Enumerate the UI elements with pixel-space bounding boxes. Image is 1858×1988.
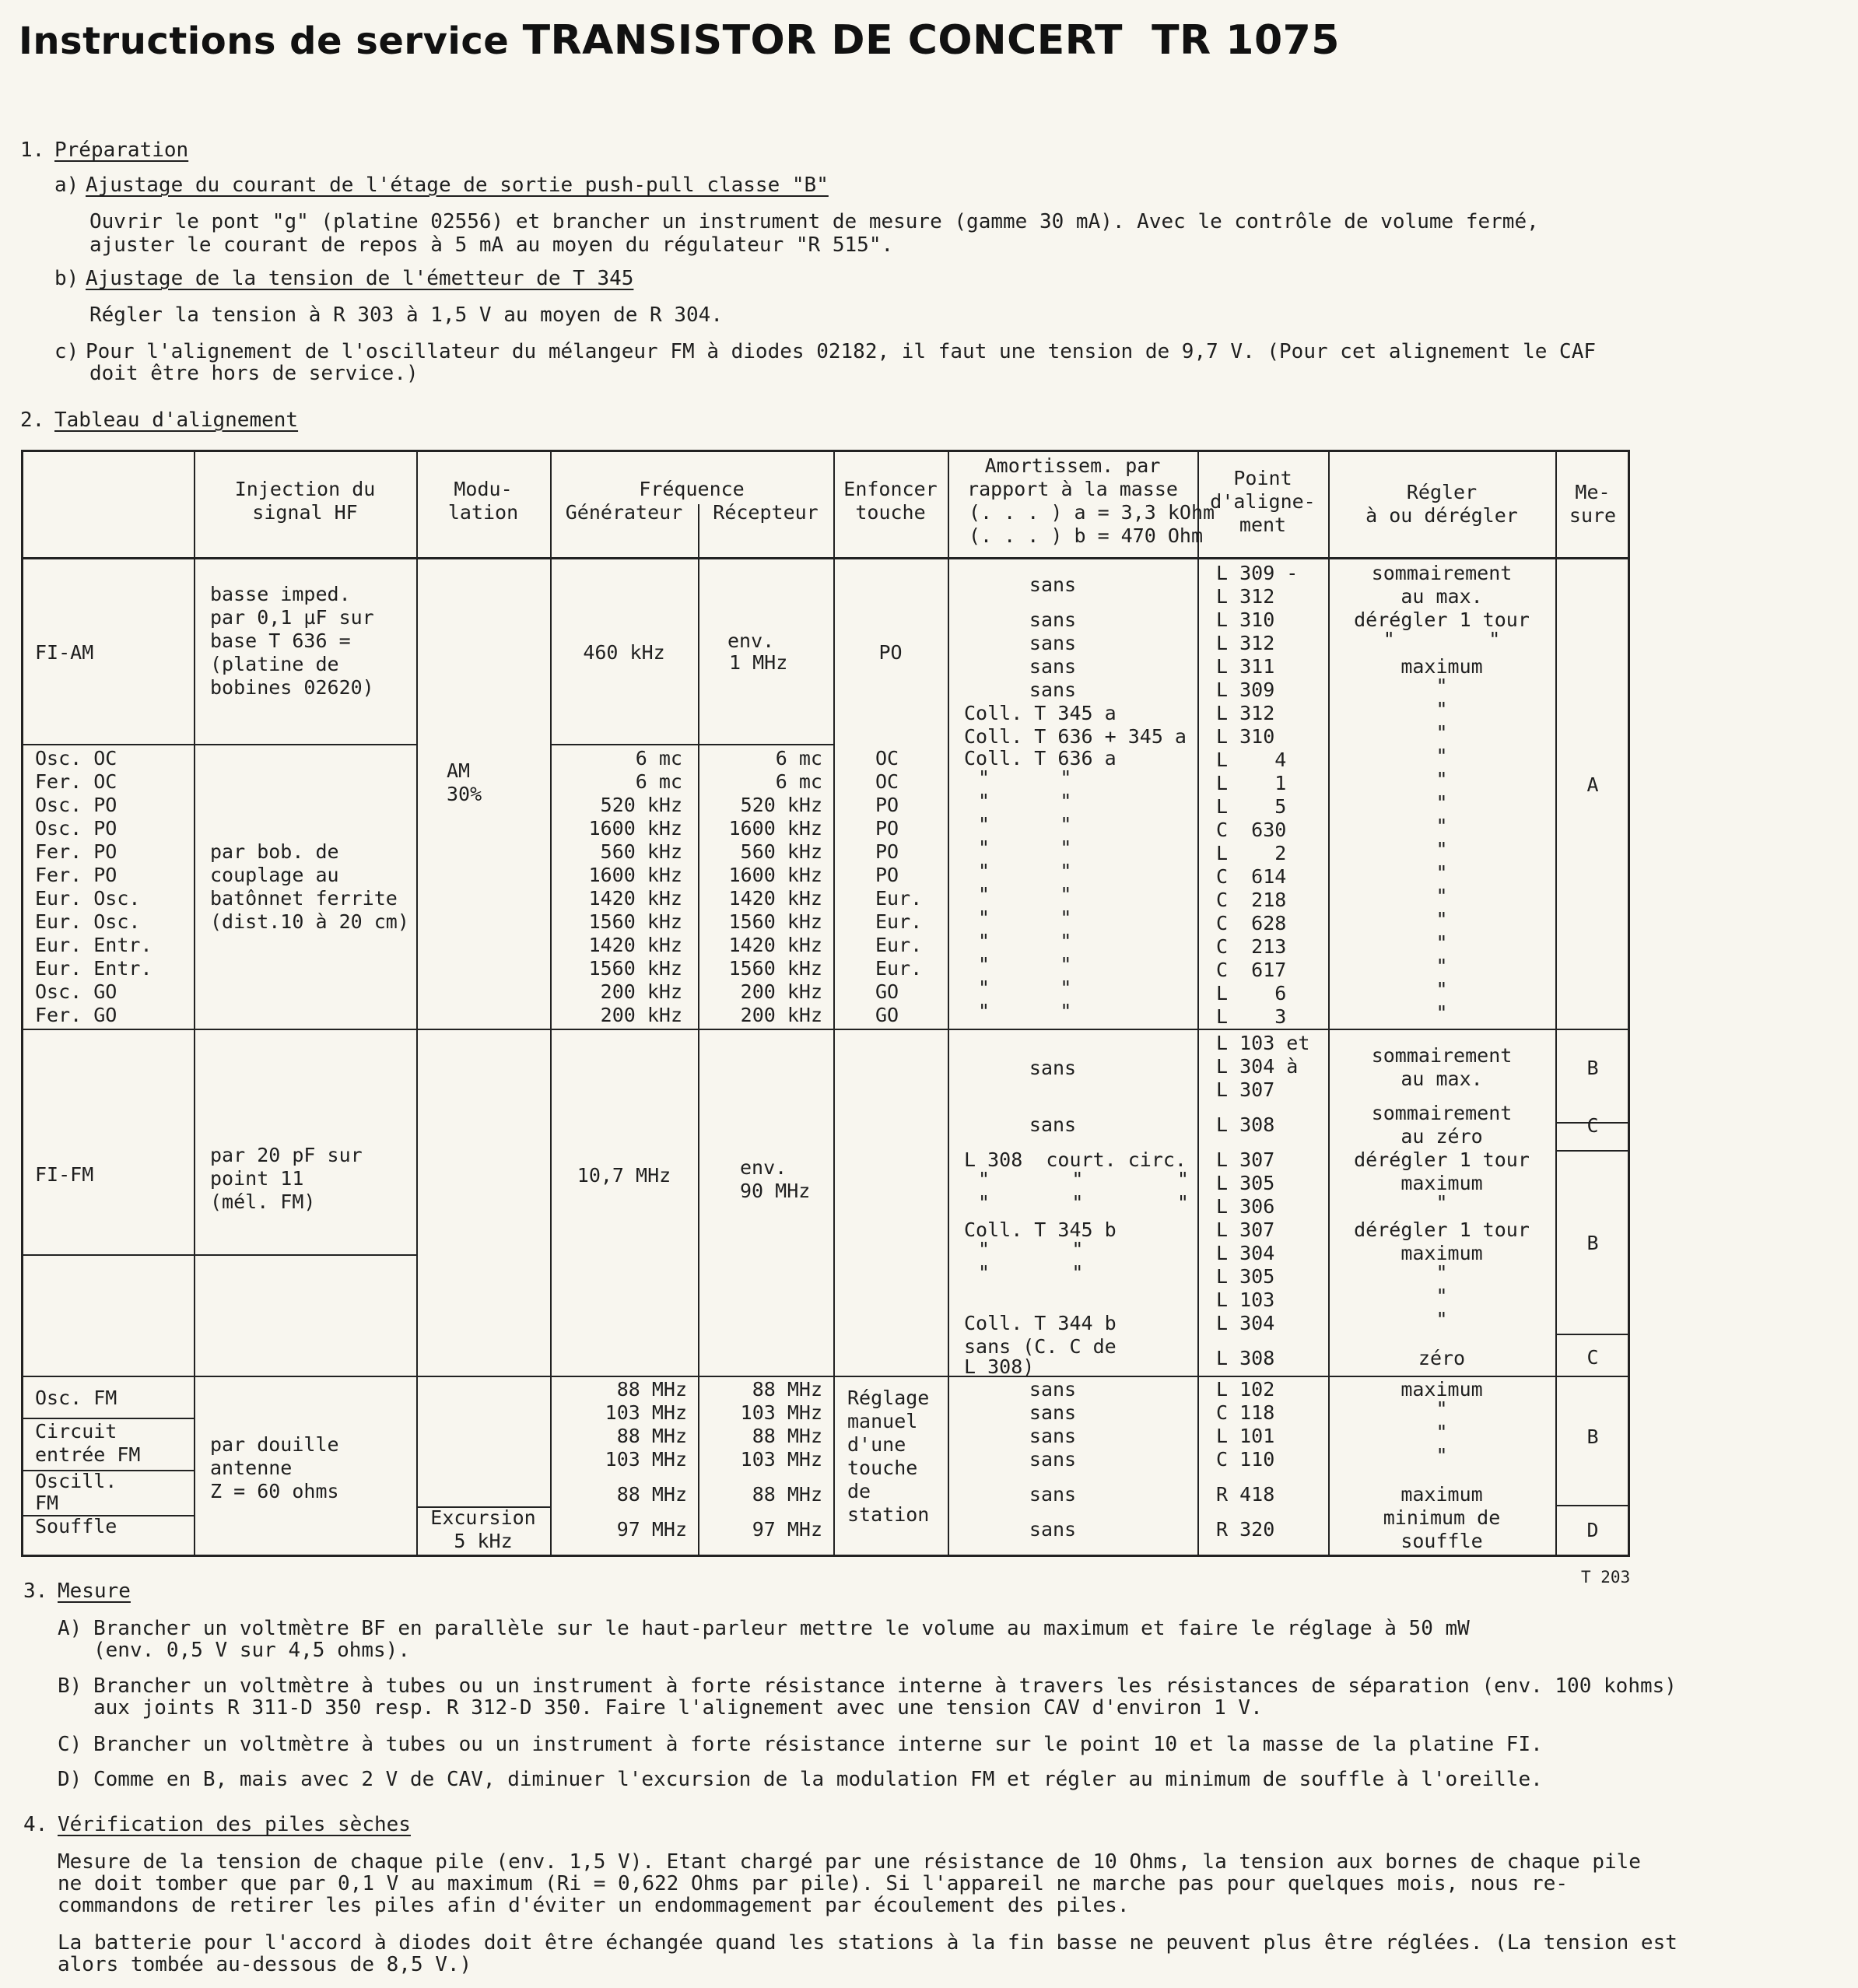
osc-rec-3: 520 kHz <box>740 794 822 816</box>
mesure-divider <box>1555 1505 1630 1506</box>
fm-point-5: R 418 <box>1216 1483 1275 1506</box>
fm-touche-1: Réglage <box>847 1387 930 1409</box>
fm-regler-1: maximum <box>1401 1378 1483 1401</box>
fi-fm-amort-court-2: " " " <box>978 1168 1189 1190</box>
osc-amort-12: " " <box>978 1000 1072 1022</box>
fi-fm-amort-sans-2: sans <box>1029 1113 1077 1136</box>
fi-fm-amort-coll344-3: L 308) <box>964 1355 1035 1378</box>
mesure-b1: B <box>1586 1057 1599 1079</box>
osc-gen-4: 1600 kHz <box>588 817 682 840</box>
osc-amort-11: " " <box>978 976 1072 999</box>
osc-touche-2: OC <box>875 770 899 793</box>
section4-p1-2: ne doit tomber que par 0,1 V au maximum (Ri = 0,622 Ohms par pile). Si l'appareil ne marche pas pour quelques mois, nous re- <box>58 1872 1569 1895</box>
osc-touche-10: Eur. <box>875 957 923 980</box>
header-modulation-2: lation <box>447 501 519 524</box>
fi-am-regler-4: " " <box>1383 628 1501 650</box>
fi-am-point-5: L 311 <box>1216 655 1275 678</box>
mesure-b2: B <box>1586 1232 1599 1254</box>
osc-rec-5: 560 kHz <box>740 840 822 863</box>
fi-fm-amort-coll344-1: Coll. T 344 b <box>964 1312 1117 1334</box>
fi-fm-injection-1: par 20 pF sur <box>210 1144 363 1166</box>
osc-injection-1: par bob. de <box>210 840 339 863</box>
fi-am-point-2: L 312 <box>1216 585 1275 608</box>
fi-am-amort-1: sans <box>1029 573 1077 596</box>
fi-am-point-8: L 310 <box>1216 725 1275 748</box>
fi-am-injection-2: par 0,1 µF sur <box>210 606 374 629</box>
osc-regler-9: " <box>1436 931 1448 954</box>
fi-fm-point-6: L 307 <box>1216 1218 1275 1241</box>
osc-touche-4: PO <box>875 817 899 840</box>
section4-p1-3: commandons de retirer les piles afin d'éviter un endommagement par écoulement des piles. <box>58 1894 1130 1917</box>
fm-rec-2: 103 MHz <box>740 1401 822 1424</box>
osc-rec-1: 6 mc <box>775 747 822 770</box>
section3-B-text-2: aux joints R 311-D 350 resp. R 312-D 350. Faire l'alignement avec une tension CAV d'environ 1 V. <box>93 1696 1263 1720</box>
section1-c-label: c) <box>54 340 79 363</box>
fm-injection-1: par douille <box>210 1433 339 1456</box>
osc-label-7: Eur. Osc. <box>35 887 141 910</box>
fi-fm-point-b1-3: L 307 <box>1216 1078 1275 1101</box>
fm-gen-1: 88 MHz <box>616 1378 687 1401</box>
fi-am-generateur: 460 kHz <box>583 641 665 664</box>
fm-label-6: Souffle <box>35 1515 117 1537</box>
header-mesure-2: sure <box>1569 504 1617 527</box>
osc-touche-1: OC <box>875 747 899 770</box>
mesure-c1: C <box>1586 1114 1599 1137</box>
title-main: TRANSISTOR DE CONCERT TR 1075 <box>522 17 1340 64</box>
header-frequence: Fréquence <box>639 478 745 500</box>
osc-point-7: C 218 <box>1216 889 1287 911</box>
section4-heading: Vérification des piles sèches <box>58 1813 411 1836</box>
osc-rec-9: 1420 kHz <box>728 934 822 956</box>
section1-c-text-2: doit être hors de service.) <box>89 362 419 385</box>
fi-fm-regler-6: dérégler 1 tour <box>1354 1218 1530 1241</box>
am-modulation-2: 30% <box>447 783 482 805</box>
fm-touche-4: touche <box>847 1457 918 1479</box>
osc-regler-11: " <box>1436 978 1448 1001</box>
fi-fm-point-7: L 304 <box>1216 1242 1275 1264</box>
fm-regler-7: souffle <box>1401 1530 1483 1552</box>
osc-gen-9: 1420 kHz <box>588 934 682 956</box>
osc-injection-4: (dist.10 à 20 cm) <box>210 910 409 933</box>
osc-amort-9: " " <box>978 930 1072 952</box>
fi-am-point-6: L 309 <box>1216 678 1275 701</box>
osc-gen-12: 200 kHz <box>600 1004 682 1026</box>
fm-label-3: entrée FM <box>35 1443 141 1466</box>
fi-fm-point-b1-2: L 304 à <box>1216 1055 1299 1078</box>
mesure-b3: B <box>1586 1425 1599 1448</box>
osc-label-3: Osc. PO <box>35 794 117 816</box>
row-divider <box>21 744 416 745</box>
fi-fm-regler-3: dérégler 1 tour <box>1354 1148 1530 1171</box>
osc-point-1: L 4 <box>1216 749 1287 771</box>
osc-regler-4: " <box>1436 815 1448 837</box>
fm-gen-5: 88 MHz <box>616 1483 687 1506</box>
header-amort-1: Amortissem. par <box>984 454 1161 477</box>
osc-rec-10: 1560 kHz <box>728 957 822 980</box>
section4-p1-1: Mesure de la tension de chaque pile (env. 1,5 V). Etant chargé par une résistance de 10 Ohms, la tension aux bornes de chaque pile <box>58 1850 1641 1874</box>
fm-label-2: Circuit <box>35 1420 117 1443</box>
fi-am-amort-7: Coll. T 636 + 345 a <box>964 725 1187 748</box>
osc-label-10: Eur. Entr. <box>35 957 152 980</box>
row-divider <box>550 744 833 745</box>
section3-heading: Mesure <box>58 1580 131 1603</box>
fi-am-regler-8: " <box>1436 721 1448 744</box>
mesure-divider <box>1555 1150 1630 1152</box>
fi-am-regler-3: dérégler 1 tour <box>1354 608 1530 631</box>
osc-rec-7: 1420 kHz <box>728 887 822 910</box>
fi-fm-regler-4: maximum <box>1401 1172 1483 1194</box>
osc-point-3: L 5 <box>1216 795 1287 818</box>
fm-regler-3: " <box>1436 1421 1448 1443</box>
alignment-table <box>21 450 1630 1557</box>
fi-fm-amort-coll345-2: " " <box>978 1238 1084 1260</box>
fi-fm-point-10: L 304 <box>1216 1312 1275 1334</box>
fi-fm-regler-10: " <box>1436 1308 1448 1331</box>
header-recepteur: Récepteur <box>713 501 819 524</box>
fi-am-point-3: L 310 <box>1216 608 1275 631</box>
fm-gen-6: 97 MHz <box>616 1518 687 1541</box>
fi-am-point-4: L 312 <box>1216 632 1275 654</box>
fi-fm-amort-coll345-3: " " <box>978 1261 1084 1284</box>
section3-C-text-1: Brancher un voltmètre à tubes ou un instrument à forte résistance interne sur le point 10 et la masse de la platine FI. <box>93 1733 1543 1756</box>
am-modulation-1: AM <box>447 759 471 782</box>
section1-number: 1. <box>20 138 45 162</box>
osc-point-12: L 3 <box>1216 1005 1287 1028</box>
osc-regler-3: " <box>1436 791 1448 814</box>
header-enfoncer-1: Enfoncer <box>843 478 938 500</box>
fi-fm-amort-sans-1: sans <box>1029 1057 1077 1079</box>
section4-p2-1: La batterie pour l'accord à diodes doit être échangée quand les stations à la fin basse ne peuvent plus être réglées. (La tension est <box>58 1931 1677 1955</box>
header-injection-2: signal HF <box>252 501 358 524</box>
fi-fm-amort-coll344-2: sans (C. C de <box>964 1335 1117 1358</box>
fi-am-injection-5: bobines 02620) <box>210 676 374 699</box>
fi-fm-point-8: L 305 <box>1216 1265 1275 1288</box>
osc-rec-8: 1560 kHz <box>728 910 822 933</box>
fi-fm-injection-3: (mél. FM) <box>210 1190 316 1213</box>
osc-gen-1: 6 mc <box>635 747 682 770</box>
section3-A-label: A) <box>58 1617 82 1640</box>
fm-point-2: C 118 <box>1216 1401 1275 1424</box>
section2-heading: Tableau d'alignement <box>54 408 299 432</box>
fm-touche-6: station <box>847 1503 930 1526</box>
fi-fm-amort-coll345-1: Coll. T 345 b <box>964 1218 1117 1241</box>
section1-a-title: Ajustage du courant de l'étage de sortie push-pull classe "B" <box>86 174 829 197</box>
section1-b-text-1: Régler la tension à R 303 à 1,5 V au moyen de R 304. <box>89 303 723 327</box>
osc-label-9: Eur. Entr. <box>35 934 152 956</box>
fi-am-injection-3: base T 636 = <box>210 629 351 652</box>
osc-regler-1: " <box>1436 745 1448 767</box>
fi-fm-point-4: L 305 <box>1216 1172 1275 1194</box>
fi-fm-regler-b1-1: sommairement <box>1371 1044 1513 1067</box>
fm-gen-3: 88 MHz <box>616 1425 687 1447</box>
fm-regler-6: minimum de <box>1383 1506 1501 1529</box>
section1-heading: Préparation <box>54 138 189 162</box>
header-amort-4: (. . . ) b = 470 Ohm <box>969 524 1204 547</box>
fm-amort-1: sans <box>1029 1378 1077 1401</box>
fm-regler-5: maximum <box>1401 1483 1483 1506</box>
osc-label-8: Eur. Osc. <box>35 910 141 933</box>
section3-A-text-2: (env. 0,5 V sur 4,5 ohms). <box>93 1639 410 1662</box>
mesure-a: A <box>1586 773 1599 796</box>
fm-amort-6: sans <box>1029 1518 1077 1541</box>
fi-fm-regler-c1-2: au zéro <box>1401 1125 1483 1148</box>
header-regler-1: Régler <box>1406 481 1478 503</box>
fm-injection-2: antenne <box>210 1457 293 1479</box>
section4-number: 4. <box>23 1813 48 1836</box>
fm-point-1: L 102 <box>1216 1378 1275 1401</box>
osc-regler-6: " <box>1436 861 1448 884</box>
osc-rec-11: 200 kHz <box>740 980 822 1003</box>
fm-rec-3: 88 MHz <box>752 1425 822 1447</box>
mesure-d: D <box>1586 1519 1599 1541</box>
osc-point-2: L 1 <box>1216 772 1287 794</box>
fi-am-regler-6: " <box>1436 675 1448 697</box>
fi-fm-regler-8: " <box>1436 1261 1448 1284</box>
header-divider <box>21 557 1630 559</box>
header-point-3: ment <box>1239 514 1287 536</box>
osc-label-11: Osc. GO <box>35 980 117 1003</box>
osc-point-10: C 617 <box>1216 959 1287 981</box>
section1-a-text-2: ajuster le courant de repos à 5 mA au moyen du régulateur "R 515". <box>89 233 894 257</box>
osc-gen-2: 6 mc <box>635 770 682 793</box>
fi-fm-amort-court-1: L 308 court. circ. <box>964 1148 1187 1171</box>
header-point-1: Point <box>1233 467 1292 489</box>
osc-point-9: C 213 <box>1216 935 1287 958</box>
fm-point-3: L 101 <box>1216 1425 1275 1447</box>
fm-point-4: C 110 <box>1216 1448 1275 1471</box>
osc-point-5: L 2 <box>1216 842 1287 864</box>
osc-touche-7: Eur. <box>875 887 923 910</box>
fm-rec-1: 88 MHz <box>752 1378 822 1401</box>
osc-label-5: Fer. PO <box>35 840 117 863</box>
mesure-divider <box>1555 1334 1630 1335</box>
fi-am-point-1: L 309 - <box>1216 562 1299 584</box>
fm-excursion-1: Excursion <box>430 1506 536 1529</box>
fi-am-regler-7: " <box>1436 698 1448 721</box>
fi-am-amort-4: sans <box>1029 655 1077 678</box>
osc-gen-5: 560 kHz <box>600 840 682 863</box>
row-divider <box>194 1254 416 1256</box>
fi-am-amort-5: sans <box>1029 678 1077 701</box>
section1-c-text-1: Pour l'alignement de l'oscillateur du mélangeur FM à diodes 02182, il faut une tension de 9,7 V. (Pour cet alignement le CAF <box>86 340 1597 363</box>
col-line <box>1197 450 1199 1557</box>
fm-touche-2: manuel <box>847 1410 918 1432</box>
fm-label-4: Oscill. <box>35 1470 117 1492</box>
fi-fm-regler-7: maximum <box>1401 1242 1483 1264</box>
section3-B-text-1: Brancher un voltmètre à tubes ou un instrument à forte résistance interne à travers les résistances de séparation (env. 100 kohms) <box>93 1674 1677 1698</box>
osc-point-6: C 614 <box>1216 865 1287 888</box>
fi-fm-point-b1-1: L 103 et <box>1216 1032 1310 1054</box>
osc-gen-10: 1560 kHz <box>588 957 682 980</box>
osc-rec-6: 1600 kHz <box>728 864 822 886</box>
fi-am-recepteur-1: env. <box>727 629 775 652</box>
osc-gen-11: 200 kHz <box>600 980 682 1003</box>
fi-fm-regler-5: " <box>1436 1191 1448 1214</box>
osc-touche-5: PO <box>875 840 899 863</box>
osc-amort-2: " " <box>978 766 1072 789</box>
fi-fm-point-c1: L 308 <box>1216 1113 1275 1136</box>
section3-D-label: D) <box>58 1768 82 1791</box>
fi-fm-recepteur-1: env. <box>740 1156 787 1179</box>
fi-am-touche: PO <box>878 641 903 664</box>
osc-gen-3: 520 kHz <box>600 794 682 816</box>
section3-A-text-1: Brancher un voltmètre BF en parallèle sur le haut-parleur mettre le volume au maximum et faire le réglage à 50 mW <box>93 1617 1470 1640</box>
osc-regler-8: " <box>1436 908 1448 931</box>
header-amort-2: rapport à la masse <box>967 478 1178 500</box>
osc-touche-8: Eur. <box>875 910 923 933</box>
header-injection-1: Injection du <box>234 478 376 500</box>
fi-am-amort-3: sans <box>1029 632 1077 654</box>
osc-rec-2: 6 mc <box>775 770 822 793</box>
section3-B-label: B) <box>58 1674 82 1698</box>
osc-regler-2: " <box>1436 768 1448 791</box>
osc-point-8: C 628 <box>1216 912 1287 934</box>
fm-rec-4: 103 MHz <box>740 1448 822 1471</box>
fi-am-regler-1: sommairement <box>1371 562 1513 584</box>
section4-p2-2: alors tombée au-dessous de 8,5 V.) <box>58 1953 472 1976</box>
fi-am-amort-2: sans <box>1029 608 1077 631</box>
osc-touche-12: GO <box>875 1004 899 1026</box>
osc-gen-8: 1560 kHz <box>588 910 682 933</box>
osc-touche-3: PO <box>875 794 899 816</box>
header-generateur: Générateur <box>565 501 683 524</box>
osc-touche-9: Eur. <box>875 934 923 956</box>
osc-amort-4: " " <box>978 813 1072 836</box>
osc-regler-10: " <box>1436 955 1448 977</box>
osc-amort-7: " " <box>978 883 1072 906</box>
osc-regler-12: " <box>1436 1001 1448 1024</box>
fi-fm-injection-2: point 11 <box>210 1167 304 1190</box>
osc-amort-3: " " <box>978 790 1072 812</box>
col-line <box>833 450 835 1557</box>
section3-C-label: C) <box>58 1733 82 1756</box>
section1-a-label: a) <box>54 174 79 197</box>
header-amort-3: (. . . ) a = 3,3 kOhm <box>969 501 1215 524</box>
fi-am-amort-6: Coll. T 345 a <box>964 702 1117 724</box>
osc-regler-5: " <box>1436 838 1448 861</box>
fi-fm-point-5: L 306 <box>1216 1195 1275 1218</box>
header-point-2: d'aligne- <box>1210 490 1316 513</box>
group-divider <box>21 1376 1630 1377</box>
mesure-c2: C <box>1586 1346 1599 1369</box>
fi-fm-recepteur-2: 90 MHz <box>740 1180 811 1202</box>
osc-touche-11: GO <box>875 980 899 1003</box>
osc-touche-6: PO <box>875 864 899 886</box>
osc-gen-6: 1600 kHz <box>588 864 682 886</box>
fi-fm-amort-court-3: " " " <box>978 1191 1189 1214</box>
row-divider <box>21 1418 194 1419</box>
fi-fm-point-c2: L 308 <box>1216 1347 1275 1369</box>
osc-amort-5: " " <box>978 836 1072 859</box>
row-divider <box>21 1254 194 1256</box>
fm-regler-2: " <box>1436 1397 1448 1420</box>
section3-number: 3. <box>23 1580 48 1603</box>
fm-rec-5: 88 MHz <box>752 1483 822 1506</box>
fm-touche-3: d'une <box>847 1433 906 1456</box>
fi-fm-point-9: L 103 <box>1216 1289 1275 1311</box>
fm-gen-4: 103 MHz <box>605 1448 687 1471</box>
osc-injection-2: couplage au <box>210 864 339 886</box>
fi-fm-regler-c1-1: sommairement <box>1371 1102 1513 1124</box>
header-modulation-1: Modu- <box>454 478 513 500</box>
fi-am-point-7: L 312 <box>1216 702 1275 724</box>
col-line <box>194 450 195 1557</box>
fm-rec-6: 97 MHz <box>752 1518 822 1541</box>
fi-am-injection-4: (platine de <box>210 653 339 675</box>
fm-label-5: FM <box>35 1492 59 1514</box>
row-label-fi-am: FI-AM <box>35 641 94 664</box>
osc-point-4: C 630 <box>1216 819 1287 841</box>
section2-number: 2. <box>20 408 45 432</box>
fm-amort-4: sans <box>1029 1448 1077 1471</box>
fi-fm-point-3: L 307 <box>1216 1148 1275 1171</box>
osc-amort-1: Coll. T 636 a <box>964 747 1117 770</box>
fi-fm-regler-b1-2: au max. <box>1401 1068 1483 1090</box>
osc-point-11: L 6 <box>1216 982 1287 1005</box>
fm-point-6: R 320 <box>1216 1518 1275 1541</box>
fm-injection-3: Z = 60 ohms <box>210 1480 339 1502</box>
fm-amort-5: sans <box>1029 1483 1077 1506</box>
osc-gen-7: 1420 kHz <box>588 887 682 910</box>
fi-am-injection-1: basse imped. <box>210 583 351 605</box>
col-line <box>416 450 418 1557</box>
fm-gen-2: 103 MHz <box>605 1401 687 1424</box>
fi-fm-generateur: 10,7 MHz <box>577 1164 671 1187</box>
section1-b-title: Ajustage de la tension de l'émetteur de T 345 <box>86 267 634 290</box>
fi-am-regler-5: maximum <box>1401 655 1483 678</box>
header-enfoncer-2: touche <box>855 501 926 524</box>
osc-amort-6: " " <box>978 860 1072 882</box>
osc-amort-8: " " <box>978 906 1072 929</box>
fm-amort-2: sans <box>1029 1401 1077 1424</box>
osc-label-1: Osc. OC <box>35 747 117 770</box>
header-mesure-1: Me- <box>1575 481 1611 503</box>
section1-b-label: b) <box>54 267 79 290</box>
osc-label-6: Fer. PO <box>35 864 117 886</box>
fi-fm-regler-9: " <box>1436 1285 1448 1307</box>
osc-injection-3: batônnet ferrite <box>210 887 398 910</box>
osc-rec-4: 1600 kHz <box>728 817 822 840</box>
osc-regler-7: " <box>1436 885 1448 907</box>
title-prefix: Instructions de service <box>19 19 510 63</box>
fm-touche-5: de <box>847 1480 871 1502</box>
fi-fm-regler-c2: zéro <box>1418 1347 1466 1369</box>
section1-a-text-1: Ouvrir le pont "g" (platine 02556) et brancher un instrument de mesure (gamme 30 mA). Avec le contrôle de volume fermé, <box>89 210 1539 233</box>
fm-regler-4: " <box>1436 1444 1448 1467</box>
header-regler-2: à ou dérégler <box>1365 504 1518 527</box>
fi-am-regler-2: au max. <box>1401 585 1483 608</box>
fm-amort-3: sans <box>1029 1425 1077 1447</box>
osc-label-4: Osc. PO <box>35 817 117 840</box>
osc-label-12: Fer. GO <box>35 1004 117 1026</box>
row-label-fi-fm: FI-FM <box>35 1163 94 1186</box>
col-line <box>1555 450 1557 1557</box>
fm-excursion-2: 5 kHz <box>454 1530 513 1552</box>
osc-amort-10: " " <box>978 953 1072 976</box>
table-reference: T 203 <box>1581 1568 1631 1587</box>
fi-am-recepteur-2: 1 MHz <box>729 651 788 674</box>
section3-D-text-1: Comme en B, mais avec 2 V de CAV, diminuer l'excursion de la modulation FM et régler au minimum de souffle à l'oreille. <box>93 1768 1543 1791</box>
osc-label-2: Fer. OC <box>35 770 117 793</box>
group-divider <box>21 1029 1630 1030</box>
osc-rec-12: 200 kHz <box>740 1004 822 1026</box>
document-title <box>19 17 1340 64</box>
fm-label-1: Osc. FM <box>35 1387 117 1409</box>
